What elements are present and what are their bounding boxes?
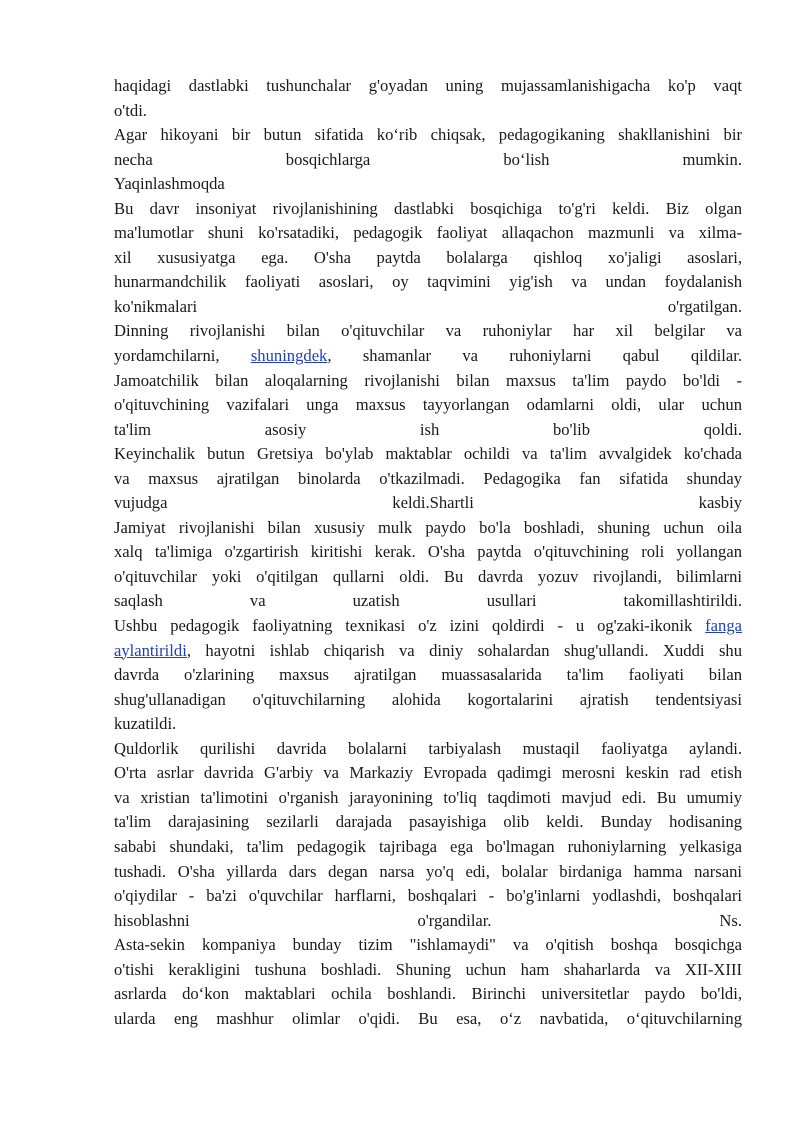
text-line: ta'lim asosiy ish bo'lib qoldi. <box>114 419 742 439</box>
text-line: hisoblashni o'rgandilar. Ns. <box>114 910 742 930</box>
text-line: ma'lumotlar shuni ko'rsatadiki, pedagogik faoliyat allaqachon mazmunli va xilma- <box>114 223 742 243</box>
text-line: Jamiyat rivojlanishi bilan xususiy mulk paydo bo'la boshladi, shuning uchun oila <box>114 517 742 537</box>
text-line: Yaqinlashmoqda <box>114 174 225 194</box>
text-line: kuzatildi. <box>114 714 177 734</box>
text-line: o'qituvchining vazifalari unga maxsus tayyorlangan odamlarni oldi, ular uchun <box>114 395 742 415</box>
line-text: , shamanlar va ruhoniylarni qabul qildilar. <box>327 346 743 366</box>
text-line: Dinning rivojlanishi bilan o'qituvchilar va ruhoniylar har xil belgilar va <box>114 321 742 341</box>
text-line: tushadi. O'sha yillarda dars degan narsa yo'q edi, bolalar birdaniga hamma narsani <box>114 861 742 881</box>
text-line: Asta-sekin kompaniya bunday tizim "ishlamaydi" va o'qitish boshqa bosqichga <box>114 935 742 955</box>
text-line: saqlash va uzatish usullari takomillashtirildi. <box>114 591 742 611</box>
hyperlink[interactable]: aylantirildi <box>114 640 187 660</box>
text-line: asrlarda do‘kon maktablari ochila boshlandi. Birinchi universitetlar paydo bo'ldi, <box>114 984 742 1004</box>
text-line: necha bosqichlarga bo‘lish mumkin. <box>114 149 742 169</box>
text-line: o'qiydilar - ba'zi o'quvchilar harflarni, boshqalari - bo'g'inlarni yodlashdi, boshqalari <box>114 886 742 906</box>
text-line: xalq ta'limiga o'zgartirish kiritishi kerak. O'sha paytda o'qituvchining roli yollangan <box>114 542 742 562</box>
text-line: va maxsus ajratilgan binolarda o'tkazilmadi. Pedagogika fan sifatida shunday <box>114 468 742 488</box>
text-line: davrda o'zlarining maxsus ajratilgan muassasalarida ta'lim faoliyati bilan <box>114 665 742 685</box>
text-line: ko'nikmalari o'rgatilgan. <box>114 296 742 316</box>
text-line: O'rta asrlar davrida G'arbiy va Markaziy Evropada qadimgi merosni keskin rad etish <box>114 763 742 783</box>
line-text: yordamchilarni, <box>114 346 251 366</box>
text-line <box>114 614 742 639</box>
text-line: ularda eng mashhur olimlar o'qidi. Bu esa, o‘z navbatida, o‘qituvchilarning <box>114 1008 742 1028</box>
hyperlink[interactable]: fanga <box>705 616 742 636</box>
text-line: va xristian ta'limotini o'rganish jarayonining to'liq taqdimoti mavjud edi. Bu umumiy <box>114 787 742 807</box>
text-line <box>114 639 742 664</box>
line-text: , hayotni ishlab chiqarish va diniy sohalardan shug'ullandi. Xuddi shu <box>186 640 742 660</box>
text-line: Bu davr insoniyat rivojlanishining dastlabki bosqichiga to'g'ri keldi. Biz olgan <box>114 198 742 218</box>
text-line: shug'ullanadigan o'qituvchilarning alohida kogortalarini ajratish tendentsiyasi <box>114 689 742 709</box>
document-page <box>114 74 742 1031</box>
text-line: haqidagi dastlabki tushunchalar g'oyadan uning mujassamlanishigacha ko'p vaqt <box>114 76 742 95</box>
text-line: xil xususiyatga ega. O'sha paytda bolalarga qishloq xo'jaligi asoslari, <box>114 247 742 267</box>
hyperlink[interactable]: shuningdek <box>250 346 328 366</box>
text-line: o'tishi kerakligini tushuna boshladi. Shuning uchun ham shaharlarda va XII-XIII <box>114 959 742 979</box>
text-line: vujudga keldi.Shartli kasbiy <box>114 493 742 513</box>
text-line: sababi shundaki, ta'lim pedagogik tajribaga ega bo'lmagan ruhoniylarning yelkasiga <box>114 836 742 856</box>
text-line: Keyinchalik butun Gretsiya bo'ylab maktablar ochildi va ta'lim avvalgidek ko'chada <box>114 444 742 464</box>
text-line: Agar hikoyani bir butun sifatida ko‘rib chiqsak, pedagogikaning shakllanishini bir <box>114 125 742 145</box>
text-line: Quldorlik qurilishi davrida bolalarni tarbiyalash mustaqil faoliyatga aylandi. <box>114 738 742 758</box>
text-line: Jamoatchilik bilan aloqalarning rivojlanishi bilan maxsus ta'lim paydo bo'ldi - <box>114 370 742 390</box>
text-line: o'qituvchilar yoki o'qitilgan qullarni oldi. Bu davrda yozuv rivojlandi, bilimlarni <box>114 566 742 586</box>
text-line: o'tdi. <box>114 100 147 120</box>
text-line <box>114 344 742 369</box>
text-line: hunarmandchilik faoliyati asoslari, oy taqvimini yig'ish va undan foydalanish <box>114 272 742 292</box>
line-text: Ushbu pedagogik faoliyatning texnikasi o'z izini qoldirdi - u og'zaki-ikonik <box>114 616 706 636</box>
text-line: ta'lim darajasining sezilarli darajada pasayishiga olib keldi. Bunday hodisaning <box>114 812 742 832</box>
